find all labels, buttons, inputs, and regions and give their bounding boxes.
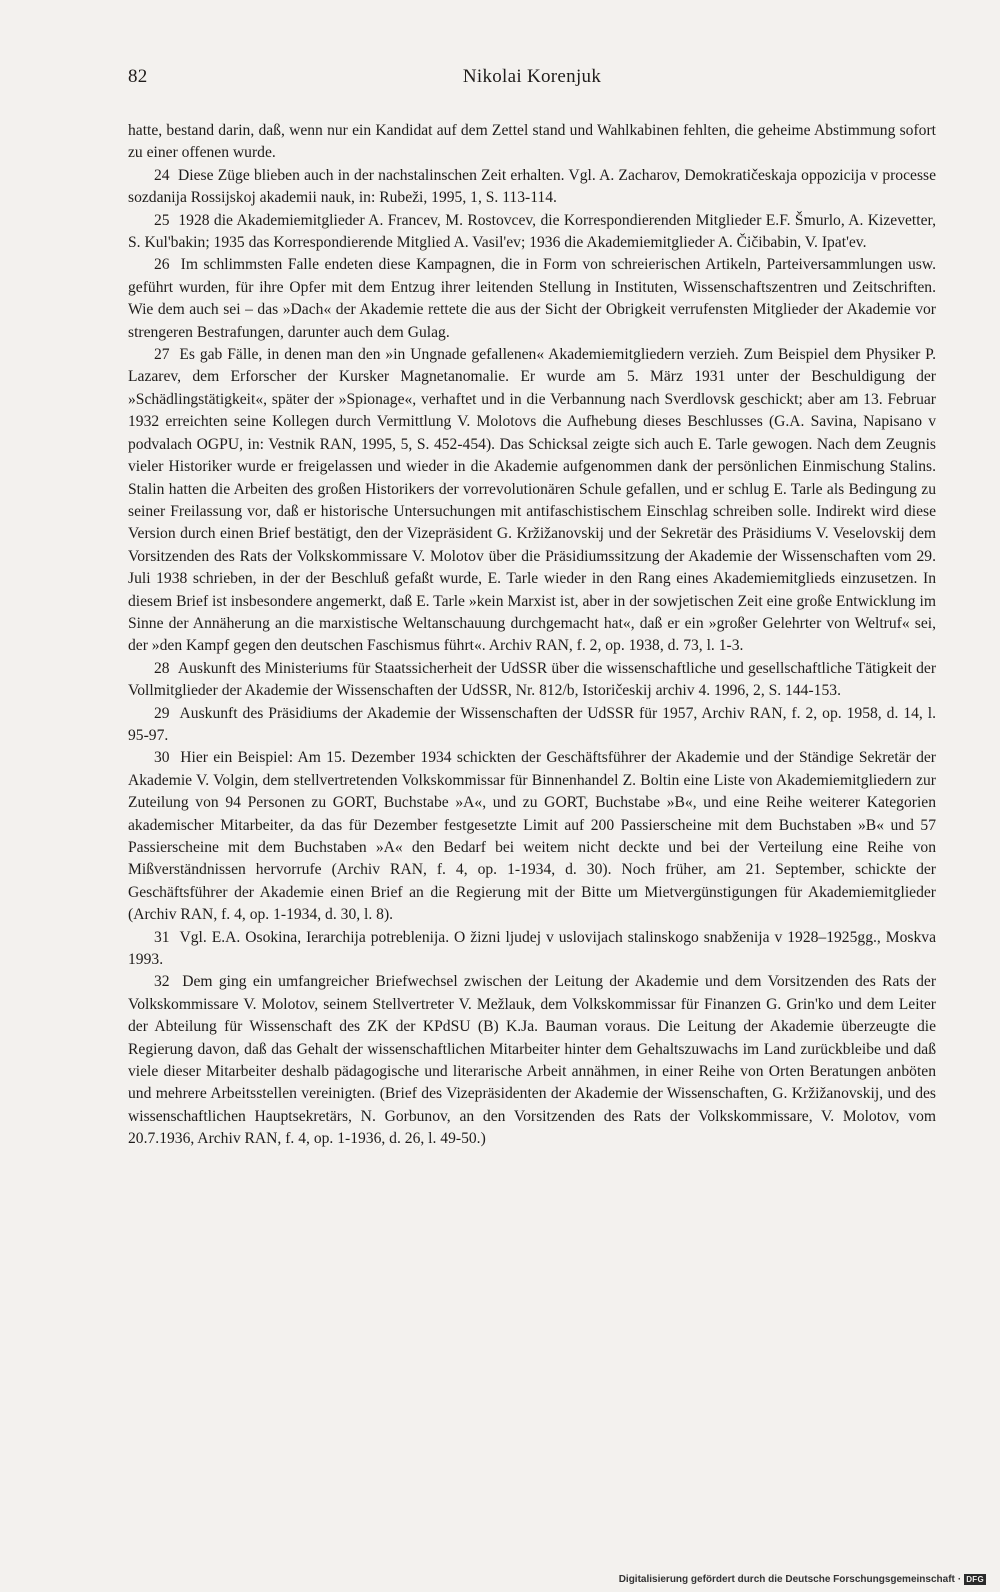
note-text: 1928 die Akademiemitglieder A. Francev, M. Rostovcev, die Korrespondierenden Mitglieder E.F. Šmurlo, A. Kizevetter, S. Kul'bakin; 1935 das Korrespondierende Mitglied A. Vasil'ev; 1936 die Akademiemitglieder A. Čičibabin, V. Ipat'ev. <box>128 211 936 252</box>
note-number: 32 <box>154 973 170 991</box>
note-number: 29 <box>154 704 170 722</box>
note-number: 26 <box>154 256 170 274</box>
note-31 <box>128 927 936 972</box>
digitization-credit: Digitalisierung gefördert durch die Deutsche Forschungsgemeinschaft · DFG <box>618 1573 984 1585</box>
note-30 <box>128 747 936 926</box>
note-number: 25 <box>154 211 170 229</box>
note-text: Auskunft des Ministeriums für Staatssicherheit der UdSSR über die wissenschaftliche und gesellschaftliche Tätigkeit der Vollmitglieder der Akademie der Wissenschaften der UdSSR, Nr. 812/b, Istoričeskij archiv 4. 1996, 2, S. 144-153. <box>128 659 937 700</box>
note-text: Hier ein Beispiel: Am 15. Dezember 1934 schickten der Geschäftsführer der Akademie und der Ständige Sekretär der Akademie V. Volgin, dem stellvertretenden Volkskommissar für Binnenhandel Z. Boltin eine Liste von Akademiemitgliedern zur Zuteilung von 94 Personen zu GORT, Buchstabe »A«, und zu GORT, Buchstabe »B«, und eine Reihe weiterer Kategorien akademischer Mitarbeiter, da das für Dezember festgesetzte Limit auf 200 Passierscheine mit dem Buchstaben »B« und 57 Passierscheine mit dem Buchstaben »A« den Bedarf bei weitem nicht deckte und bei der Verteilung eine Reihe von Mißverständnissen hervorrufe (Archiv RAN, f. 4, op. 1-1934, d. 30). Noch früher, am 21. September, schickte der Geschäftsführer der Akademie einen Brief an die Regierung mit der Bitte um Mietvergünstigungen für Akademiemitglieder (Archiv RAN, f. 4, op. 1-1934, d. 30, l. 8). <box>128 749 937 924</box>
note-number: 30 <box>154 749 170 767</box>
endnotes <box>128 120 936 1151</box>
note-26 <box>128 254 936 344</box>
credit-text: Digitalisierung gefördert durch die Deutsche Forschungsgemeinschaft <box>618 1573 955 1585</box>
note-25 <box>128 210 936 255</box>
note-text: Dem ging ein umfangreicher Briefwechsel zwischen der Leitung der Akademie und dem Vorsitzenden des Rats der Volkskommissare V. Molotov, seinem Stellvertreter V. Mežlauk, dem Volkskommissar für Finanzen G. Grin'ko und dem Leiter der Abteilung für Wissenschaft des ZK der KPdSU (B) K.Ja. Bauman voraus. Die Leitung der Akademie überzeugte die Regierung davon, daß das Gehalt der wissenschaftlichen Mitarbeiter hinter dem Gehaltszuwachs im Land zurückbleibe und daß viele dieser Mitarbeiter deshalb pädagogische und literarische Arbeit annähmen, in einer Reihe von Orten Beratungen anböten und mehrere Arbeitsstellen vereinigten. (Brief des Vizepräsidenten der Akademie der Wissenschaften, G. Kržižanovskij, und des wissenschaftlichen Hauptsekretärs, N. Gorbunov, an den Vorsitzenden des Rats der Volkskommissare, V. Molotov, vom 20.7.1936, Archiv RAN, f. 4, op. 1-1936, d. 26, l. 49-50.) <box>128 973 937 1148</box>
dfg-logo-icon: DFG <box>966 1574 984 1584</box>
note-number: 31 <box>154 928 170 946</box>
note-27 <box>128 344 936 658</box>
note-29 <box>128 703 936 748</box>
note-24 <box>128 165 936 210</box>
note-text: hatte, bestand darin, daß, wenn nur ein Kandidat auf dem Zettel stand und Wahlkabinen fehlten, die geheime Abstimmung sofort zu einer offenen wurde. <box>128 122 936 162</box>
note-text: Vgl. E.A. Osokina, Ierarchija potreblenija. O žizni ljudej v uslovijach stalinskogo snabženija v 1928–1925gg., Moskva 1993. <box>128 928 936 969</box>
page-header <box>128 66 936 96</box>
note-text: Es gab Fälle, in denen man den »in Ungnade gefallenen« Akademiemitgliedern verzieh. Zum Beispiel dem Physiker P. Lazarev, dem Erforscher der Kursker Magnetanomalie. Er wurde am 5. März 1931 unter der Beschuldigung der »Schädlingstätigkeit«, später der »Spionage«, verhaftet und in die Verbannung nach Sverdlovsk geschickt; aber am 13. Februar 1932 erreichten seine Kollegen durch Vermittlung V. Molotovs die Aufhebung dieses Beschlusses (G.A. Savina, Napisano v podvalach OGPU, in: Vestnik RAN, 1995, 5, S. 452-454). Das Schicksal zeigte sich auch E. Tarle gewogen. Nach dem Zeugnis vieler Historiker wurde er freigelassen und wieder in die Akademie aufgenommen dank der persönlichen Einmischung Stalins. Stalin hatten die Arbeiten des großen Historikers der vorrevolutionären Schule gefallen, und er schlug E. Tarle als Bedingung zu seiner Freilassung vor, daß er historische Untersuchungen mit antifaschistischem Einschlag schreiben solle. Indirekt wird diese Version durch einen Brief bestätigt, den der Vizepräsident G. Kržižanovskij und der Sekretär des Präsidiums V. Veselovskij dem Vorsitzenden des Rats der Volkskommissare V. Molotov über die Präsidiumssitzung der Akademie der Wissenschaften vom 29. Juli 1938 schrieben, in der der Beschluß gefaßt wurde, E. Tarle wieder in den Rang eines Akademiemitglieds einzusetzen. In diesem Brief ist insbesondere angemerkt, daß E. Tarle »kein Marxist ist, aber in der sowjetischen Zeit eine große Entwicklung im Sinne der Annäherung an die marxistische Weltanschauung durchgemacht hat«, daß er ein »großer Gelehrter von Weltruf« sei, der »den Kampf gegen den deutschen Faschismus führt«. Archiv RAN, f. 2, op. 1938, d. 73, l. 1-3. <box>128 346 936 655</box>
note-28 <box>128 658 936 703</box>
note-number: 27 <box>154 346 170 364</box>
note-number: 28 <box>154 659 170 677</box>
running-head: Nikolai Korenjuk <box>462 66 602 87</box>
note-text: Auskunft des Präsidiums der Akademie der Wissenschaften der UdSSR für 1957, Archiv RAN, f. 2, op. 1958, d. 14, l. 95-97. <box>128 704 937 744</box>
note-number: 24 <box>154 166 170 184</box>
note-text: Diese Züge blieben auch in der nachstalinschen Zeit erhalten. Vgl. A. Zacharov, Demokratičeskaja oppozicija v processe sozdanija Rossijskoj akademii nauk, in: Rubeži, 1995, 1, S. 113-114. <box>128 166 937 207</box>
page-number: 82 <box>128 66 148 87</box>
note-text: Im schlimmsten Falle endeten diese Kampagnen, die in Form von schreierischen Artikeln, Parteiversammlungen usw. geführt wurden, für ihre Opfer mit dem Entzug ihrer leitenden Stellung in Instituten, Wissenschaftszentren und Zeitschriften. Wie dem auch sei – das »Dach« der Akademie rettete die aus der Sicht der Obrigkeit verrufensten Mitglieder der Akademie vor strengeren Bestrafungen, darunter auch dem Gulag. <box>128 256 936 341</box>
note-continuation <box>128 120 936 165</box>
note-32 <box>128 971 936 1150</box>
